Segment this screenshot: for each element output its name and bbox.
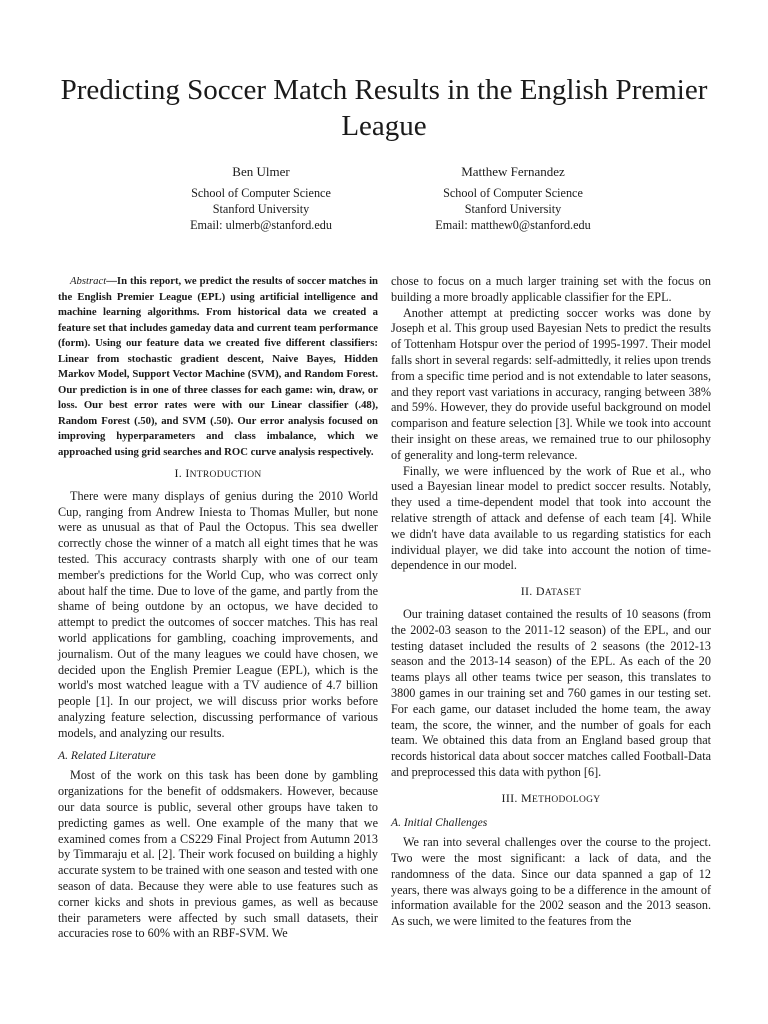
paragraph-dataset: Our training dataset contained the results of 10 seasons (from the 2002-03 season to the 2011-12 season) of the EPL, and our testing dataset included the results of 2 seasons (the 2012-13 season and the 2013-14 season) of the EPL. As each of the 20 teams plays all other teams twice per season, this translates to 3800 games in our training set and 760 games in our testing set. For each game, our dataset included the home team, the away team, the score, the winner, and the number of goals for each team. We obtained this data from an England based group that records historical data about soccer matches called Football-Data and preprocessed this data with python [6]. [391, 606, 711, 779]
abstract [58, 274, 378, 460]
section-heading-methodology: III. METHODOLOGY [501, 790, 601, 805]
section-heading-dataset: II. DATASET [520, 584, 582, 599]
paragraph-intro: There were many displays of genius during the 2010 World Cup, ranging from Andrew Iniesta to Thomas Muller, but none were as unusual as that of Paul the Octopus. This sea dweller correctly chose the winner of a match all eight times that he was tested. This accuracy contrasts sharply with one of our team member's predictions for the World Cup, who was correct only about half the time. Due to love of the game, and partly from the shame of being outdone by an octopus, we have decided to attempt to predict the outcomes of soccer matches. This has real world applications for gambling, coaching improvements, and journalism. Out of the many leagues we could have chosen, we decided upon the English Premier League (EPL), which is the world's most watched league with a TV audience of 4.7 billion people [1]. In our project, we will discuss prior works before analyzing feature selection, discussing performance of various models, and analyzing our results. [58, 488, 378, 740]
right-column [391, 274, 711, 930]
paper-title: Predicting Soccer Match Results in the English Premier League [60, 74, 708, 142]
paragraph-related-1-continued: chose to focus on a much larger training set with the focus on building a more broadly applicable classifier for the EPL. [391, 274, 711, 304]
author-email: Email: matthew0@stanford.edu [435, 218, 591, 232]
paragraph-related-1: Most of the work on this task has been done by gambling organizations for the benefit of oddsmakers. However, because our data source is public, several other groups have taken to predicting games as well. One example of the many that we examined comes from a CS229 Final Project from Autumn 2013 by Timmaraju et al. [2]. Their work focused on building a highly accurate system to be trained with one season and tested with one season of data. Because they were able to use features such as corner kicks and shots in previous games, as well as because their parameters were affected by such small datasets, their accuracies rose to 60% with an RBF-SVM. We [58, 768, 378, 941]
author-university: Stanford University [212, 202, 310, 216]
author-block-1 [141, 164, 381, 233]
author-block-2 [393, 164, 633, 233]
paragraph-related-3: Finally, we were influenced by the work of Rue et al., who used a Bayesian linear model to predict soccer results. Notably, they used a time-dependent model that took into account the relative strength of attack and defense of each team [4]. While we didn't have data available to us regarding statistics for each individual player, we did take into account the notion of time-dependence in our model. [391, 463, 711, 573]
abstract-lead: Abstract [70, 275, 107, 287]
abstract-text: —In this report, we predict the results of soccer matches in the English Premier League (EPL) using artificial intelligence and machine learning algorithms. From historical data we created a feature set that includes gameday data and current team performance (form). Using our feature data we created five different classifiers: Linear from stochastic gradient descent, Naive Bayes, Hidden Markov Model, Support Vector Machine (SVM), and Random Forest. Our prediction is in one of three classes for each game: win, draw, or loss. Our best error rates were with our Linear classifier (.48), Random Forest (.50), and SVM (.50). Our error analysis focused on improving hyperparameters and class imbalance, which we approached using grid searches and ROC curve analysis respectively. [58, 275, 378, 458]
author-affiliation: School of Computer Science [191, 186, 331, 200]
author-affiliation: School of Computer Science [443, 186, 583, 200]
author-email: Email: ulmerb@stanford.edu [190, 218, 332, 232]
subsection-related-literature: A. Related Literature [58, 748, 156, 762]
paragraph-methodology: We ran into several challenges over the course to the project. Two were the most significant: a lack of data, and the randomness of the data. Since our data spanned a gap of 12 years, there was always going to be a difference in the amount of information available for the 2002 season and the 2013 season. As such, we were limited to the features from the [391, 835, 711, 929]
author-name: Matthew Fernandez [461, 164, 565, 179]
author-name: Ben Ulmer [232, 164, 290, 179]
subsection-initial-challenges: A. Initial Challenges [391, 815, 488, 829]
paragraph-related-2: Another attempt at predicting soccer works was done by Joseph et al. This group used Bayesian Nets to predict the results of Tottenham Hotspur over the period of 1995-1997. Their model falls short in several regards: self-admittedly, it relies upon trends from a specific time period and is not extendable to later seasons, and they report vast variations in accuracy, ranging between 38% and 59%. However, they do provide useful background on model comparison and feature selection [3]. While we took into account their insight on these areas, we remained true to our philosophy of generality and long-term relevance. [391, 305, 711, 462]
left-column [58, 274, 378, 942]
section-heading-introduction: I. INTRODUCTION [174, 466, 262, 480]
author-university: Stanford University [464, 202, 562, 216]
